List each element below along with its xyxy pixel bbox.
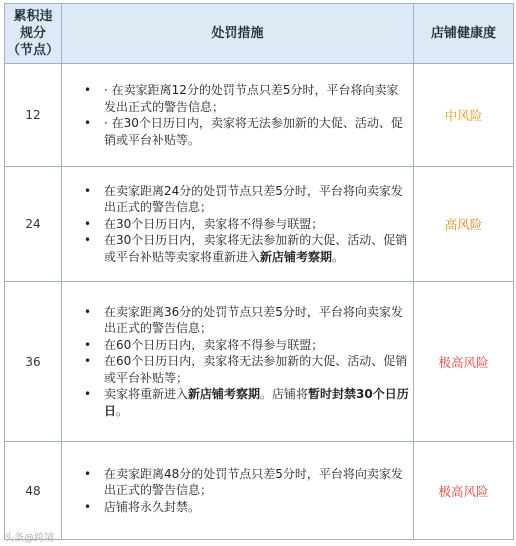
header-measure: 处罚措施 bbox=[62, 4, 414, 64]
measure-text: 在卖家距离24分的处罚节点只差5分时，平台将向卖家发出正式的警告信息； bbox=[104, 183, 403, 215]
score-cell: 24 bbox=[5, 167, 62, 282]
measure-list bbox=[62, 466, 409, 516]
measure-emphasis: 新店铺考察期 bbox=[188, 387, 261, 402]
measure-text: 在60个日历日内，卖家将无法参加新的大促、活动、促销或平台补贴等； bbox=[104, 354, 408, 385]
measure-text: 在60个日历日内，卖家将不得参与联盟； bbox=[104, 337, 324, 352]
measure-cell bbox=[62, 167, 414, 282]
header-row bbox=[5, 4, 514, 64]
measure-item bbox=[84, 499, 409, 516]
measure-item bbox=[84, 304, 409, 337]
measure-item bbox=[84, 115, 409, 148]
measure-list bbox=[62, 304, 409, 420]
measure-cell bbox=[62, 442, 414, 540]
measure-text: 卖家将重新进入 bbox=[104, 387, 189, 402]
measure-text: · 在卖家距离12分的处罚节点只差5分时，平台将向卖家发出正式的警告信息； bbox=[104, 83, 399, 114]
measure-text: 。 bbox=[116, 403, 129, 418]
measure-item bbox=[84, 353, 409, 386]
header-score: 累积违 规分 （节点） bbox=[5, 4, 62, 64]
measure-text: 在30个日历日内，卖家将不得参与联盟； bbox=[104, 216, 324, 231]
table-row bbox=[5, 442, 514, 540]
measure-text: · 在30个日历日内，卖家将无法参加新的大促、活动、促销或平台补贴等。 bbox=[104, 116, 403, 147]
score-cell: 36 bbox=[5, 282, 62, 442]
measure-item bbox=[84, 232, 409, 265]
score-cell: 48 bbox=[5, 442, 62, 540]
table-row bbox=[5, 282, 514, 442]
measure-item bbox=[84, 82, 409, 115]
level-cell: 极高风险 bbox=[414, 442, 514, 540]
level-cell: 中风险 bbox=[414, 64, 514, 167]
watermark: 头条@跨境 bbox=[4, 533, 54, 544]
header-level: 店铺健康度 bbox=[414, 4, 514, 64]
measure-text: 在30个日历日内，卖家将无法参加新的大促、活动、促销或平台补贴等卖家将重新进入 bbox=[104, 233, 408, 264]
table-row bbox=[5, 167, 514, 282]
measure-list bbox=[62, 183, 409, 266]
measure-text: 。 bbox=[332, 249, 345, 264]
measure-emphasis: 暂时封禁30个日历日 bbox=[104, 387, 409, 418]
level-cell: 高风险 bbox=[414, 167, 514, 282]
measure-list bbox=[62, 82, 409, 148]
measure-item bbox=[84, 466, 409, 499]
penalty-table bbox=[4, 3, 514, 540]
score-cell: 12 bbox=[5, 64, 62, 167]
measure-text: 。店铺将 bbox=[260, 387, 309, 402]
measure-text: 在卖家距离48分的处罚节点只差5分时，平台将向卖家发出正式的警告信息； bbox=[104, 466, 403, 498]
measure-cell bbox=[62, 64, 414, 167]
measure-item bbox=[84, 386, 409, 419]
measure-cell bbox=[62, 282, 414, 442]
measure-emphasis: 新店铺考察期 bbox=[260, 249, 333, 264]
measure-item bbox=[84, 183, 409, 216]
measure-item bbox=[84, 216, 409, 233]
measure-item bbox=[84, 337, 409, 354]
table-row bbox=[5, 64, 514, 167]
measure-text: 店铺将永久封禁。 bbox=[104, 499, 201, 514]
measure-text: 在卖家距离36分的处罚节点只差5分时，平台将向卖家发出正式的警告信息； bbox=[104, 304, 403, 336]
level-cell: 极高风险 bbox=[414, 282, 514, 442]
